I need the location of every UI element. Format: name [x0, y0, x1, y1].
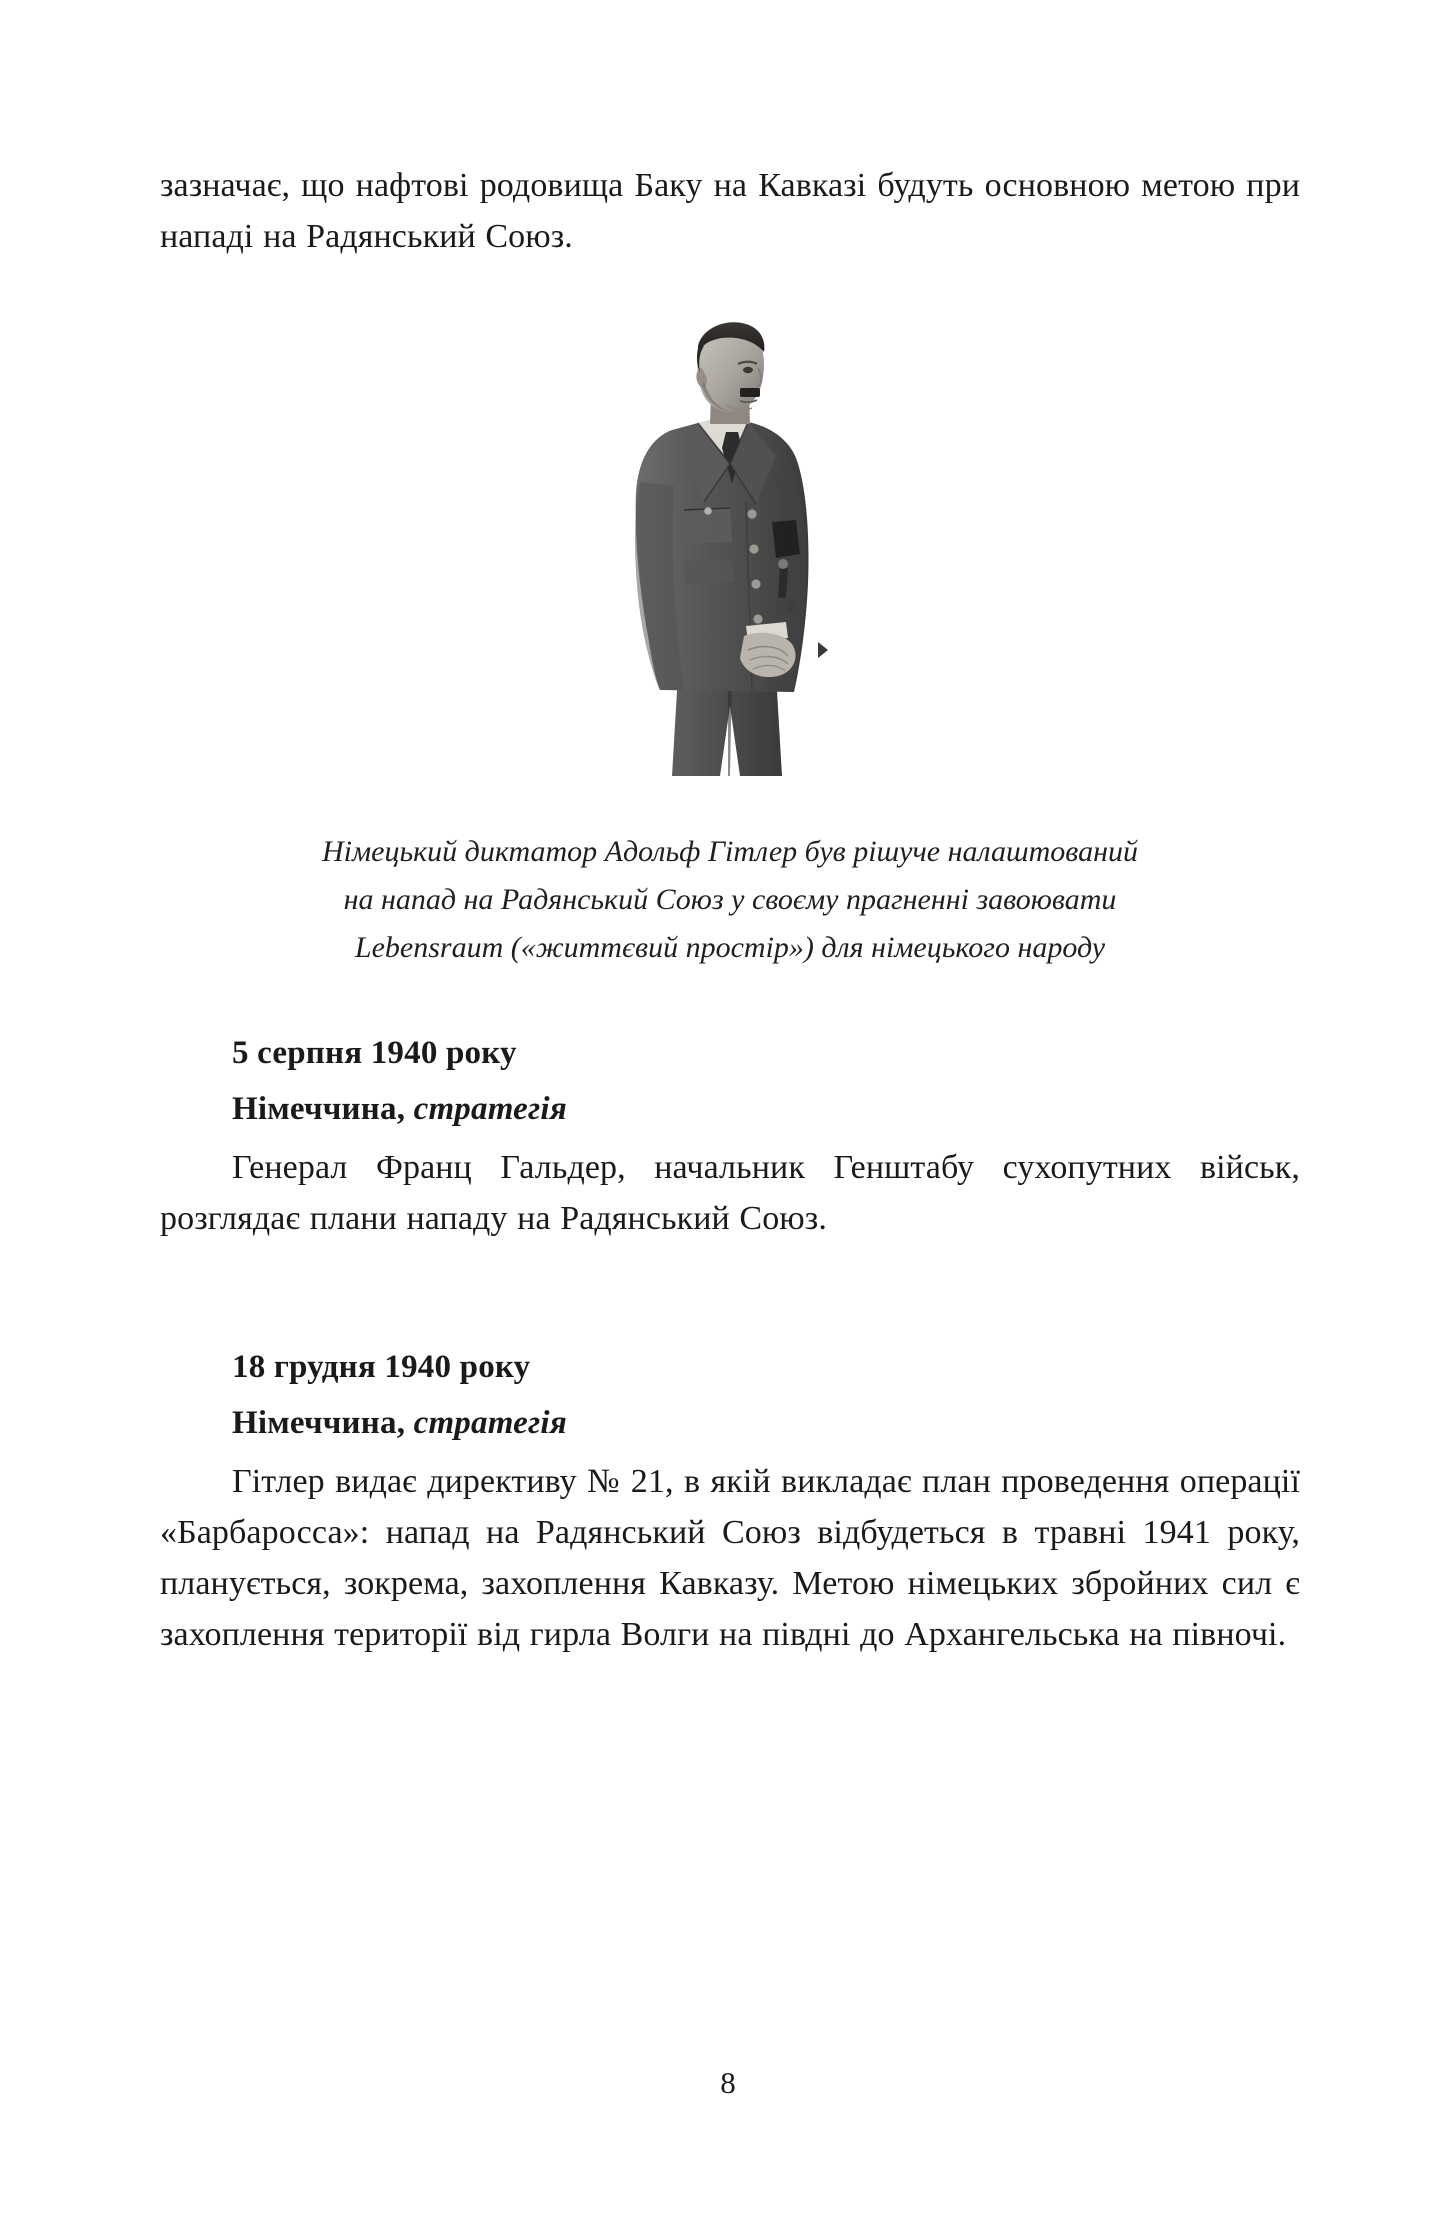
entry-country: Німеччина,: [232, 1091, 406, 1127]
portrait-photo: [580, 306, 880, 776]
entry-place-line: [160, 1400, 1300, 1446]
entry-body-text: Гітлер видає директиву № 21, в якій викладає план проведення операції «Барбаросса»: напад на Радянський Союз відбудеться в травні 1941 року, планується, зокрема, захоплення Кавказу. Метою німецьких збройних сил є захоплення території від гирла Волги на півдні до Архангельська на півночі.: [160, 1463, 1300, 1653]
entry-date: 18 грудня 1940 року: [232, 1349, 531, 1385]
caption-line-3: Lebensraum («життєвий простір») для німецького народу: [354, 931, 1106, 964]
figure-photo-wrapper: [160, 306, 1300, 776]
intro-paragraph: зазначає, що нафтові родовища Баку на Кавказі будуть основною метою при нападі на Радянський Союз.: [160, 167, 1300, 255]
entry-category: стратегія: [413, 1405, 567, 1441]
figure-caption: [160, 828, 1300, 972]
entry-category: стратегія: [413, 1091, 567, 1127]
caption-line-1: Німецький диктатор Адольф Гітлер був рішуче налаштований: [322, 835, 1138, 868]
entry-place-line: [160, 1086, 1300, 1132]
entry-date: 5 серпня 1940 року: [232, 1035, 517, 1071]
spacer: [160, 1244, 1300, 1286]
entry-body-text: Генерал Франц Гальдер, начальник Генштабу сухопутних військ, розглядає плани нападу на Радянський Союз.: [160, 1149, 1300, 1237]
entry-block: [160, 1030, 1300, 1244]
page-number: 8: [720, 2065, 736, 2100]
caption-line-2: на напад на Радянський Союз у своєму прагненні завоювати: [343, 883, 1117, 916]
page-content: [160, 160, 1300, 1660]
entry-block: [160, 1344, 1300, 1660]
entry-country: Німеччина,: [232, 1405, 406, 1441]
